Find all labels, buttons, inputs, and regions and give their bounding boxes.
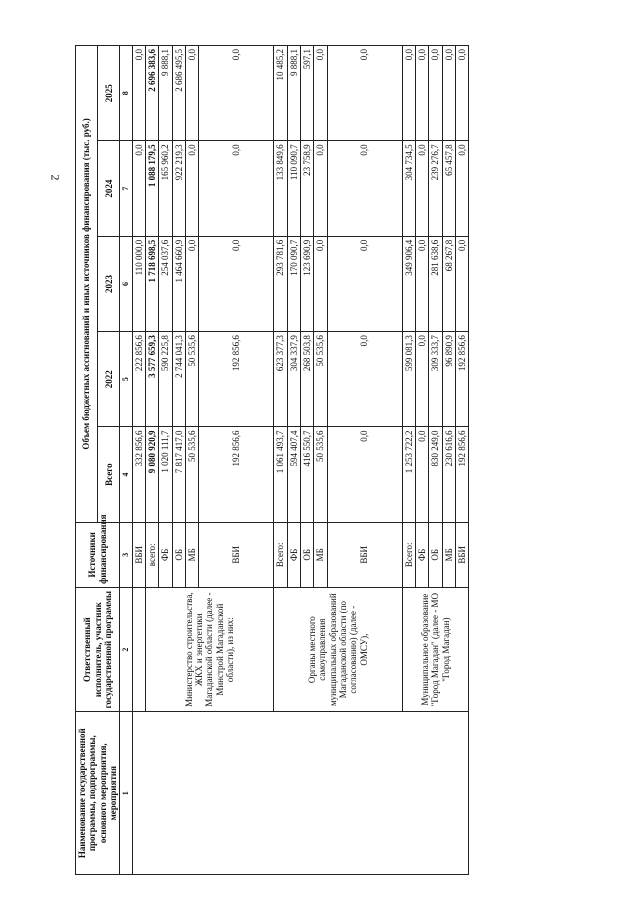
total-cell: 7 817 417,0 [172,427,185,522]
y2024-cell: 922 219,3 [172,141,185,236]
y2022-cell: 192 856,6 [199,332,274,427]
y2023-cell: 123 690,9 [300,236,313,331]
y2025-cell: 0,0 [199,46,274,141]
y2023-cell: 0,0 [456,236,469,331]
y2024-cell: 165 960,2 [159,141,172,236]
total-cell: 1 061 493,7 [274,427,287,522]
total-cell: 332 856,6 [132,427,145,522]
y2022-cell: 0,0 [416,332,429,427]
total-cell: 9 080 920,9 [145,427,158,522]
y2025-cell: 0,0 [314,46,327,141]
y2022-cell: 96 890,9 [442,332,455,427]
source-cell: ОБ [172,522,185,587]
source-cell: ФБ [159,522,172,587]
col-number: 3 [120,522,132,587]
y2024-cell: 0,0 [456,141,469,236]
y2022-cell: 222 856,6 [132,332,145,427]
y2023-cell: 0,0 [314,236,327,331]
header-executor: Ответственный исполнитель, участник государственной программы [76,587,120,712]
y2022-cell: 192 856,6 [456,332,469,427]
y2023-cell: 0,0 [199,236,274,331]
col-number: 6 [120,236,132,331]
header-name: Наименование государственной программы, подпрограммы, основного мероприятия, мероприятия [76,712,120,875]
source-cell: ФБ [287,522,300,587]
source-cell: ВБИ [199,522,274,587]
y2023-cell: 0,0 [416,236,429,331]
executor-cell [132,587,145,712]
y2024-cell: 23 758,9 [300,141,313,236]
y2023-cell: 1 464 660,9 [172,236,185,331]
name-cell [132,712,469,875]
source-cell: МБ [185,522,198,587]
source-cell: Всего: [274,522,287,587]
y2022-cell: 2 744 041,3 [172,332,185,427]
source-cell: ВБИ [132,522,145,587]
source-cell: ВБИ [456,522,469,587]
y2023-cell: 293 781,6 [274,236,287,331]
y2022-cell: 0,0 [327,332,402,427]
total-cell: 1 020 111,7 [159,427,172,522]
y2022-cell: 3 577 659,3 [145,332,158,427]
total-cell: 1 253 722,2 [402,427,415,522]
y2022-cell: 304 337,9 [287,332,300,427]
y2023-cell: 110 000,0 [132,236,145,331]
y2022-cell: 590 225,8 [159,332,172,427]
y2025-cell: 0,0 [402,46,415,141]
y2023-cell: 349 906,4 [402,236,415,331]
y2025-cell: 0,0 [456,46,469,141]
col-number: 8 [120,46,132,141]
rotated-table-container [75,45,625,875]
y2023-cell: 254 037,6 [159,236,172,331]
y2025-cell: 0,0 [185,46,198,141]
source-cell: МБ [442,522,455,587]
executor-cell: Министерство строительства, ЖКХ и энергетики Магаданской области (далее - Минстрой Магаданской области), из них: [145,587,273,712]
source-cell: всего: [145,522,158,587]
y2025-cell: 597,1 [300,46,313,141]
y2024-cell: 0,0 [416,141,429,236]
total-cell: 594 407,4 [287,427,300,522]
y2025-cell: 0,0 [442,46,455,141]
header-total: Всего [98,427,120,522]
y2025-cell: 9 888,1 [159,46,172,141]
y2025-cell: 0,0 [416,46,429,141]
total-cell: 830 249,0 [429,427,442,522]
y2024-cell: 110 090,7 [287,141,300,236]
y2022-cell: 599 081,3 [402,332,415,427]
executor-cell: Органы местного самоуправления муниципальных образований Магаданской области (по согласованию) (далее - ОМСУ), [274,587,402,712]
y2024-cell: 0,0 [132,141,145,236]
source-cell: МБ [314,522,327,587]
total-cell: 50 535,6 [314,427,327,522]
y2024-cell: 0,0 [314,141,327,236]
y2022-cell: 623 377,3 [274,332,287,427]
total-cell: 416 550,7 [300,427,313,522]
y2025-cell: 9 888,1 [287,46,300,141]
y2025-cell: 0,0 [429,46,442,141]
y2025-cell: 10 485,2 [274,46,287,141]
column-numbers-row [120,46,132,875]
y2022-cell: 309 333,7 [429,332,442,427]
y2024-cell: 304 734,5 [402,141,415,236]
total-cell: 192 856,6 [456,427,469,522]
y2024-cell: 133 849,6 [274,141,287,236]
y2022-cell: 268 503,8 [300,332,313,427]
total-cell: 0,0 [327,427,402,522]
source-cell: ОБ [300,522,313,587]
y2025-cell: 2 686 495,5 [172,46,185,141]
header-2024: 2024 [98,141,120,236]
y2023-cell: 281 638,6 [429,236,442,331]
col-number: 4 [120,427,132,522]
col-number: 5 [120,332,132,427]
y2023-cell: 170 090,7 [287,236,300,331]
total-cell: 50 535,6 [185,427,198,522]
header-2022: 2022 [98,332,120,427]
source-cell: ОБ [429,522,442,587]
y2025-cell: 0,0 [132,46,145,141]
header-volume: Объем бюджетных ассигнований и иных источников финансирования (тыс. руб.) [76,46,98,523]
y2024-cell: 0,0 [199,141,274,236]
table-row [132,46,145,875]
col-number: 1 [120,712,132,875]
y2022-cell: 50 535,6 [314,332,327,427]
y2024-cell: 0,0 [327,141,402,236]
total-cell: 192 856,6 [199,427,274,522]
source-cell: Всего: [402,522,415,587]
header-2023: 2023 [98,236,120,331]
y2024-cell: 239 276,7 [429,141,442,236]
total-cell: 230 616,6 [442,427,455,522]
y2024-cell: 65 457,8 [442,141,455,236]
y2024-cell: 1 088 179,5 [145,141,158,236]
executor-cell: Муниципальное образование "Город Магадан" (далее - МО "Город Магадан) [402,587,469,712]
total-cell: 0,0 [416,427,429,522]
y2024-cell: 0,0 [185,141,198,236]
col-number: 2 [120,587,132,712]
source-cell: ФБ [416,522,429,587]
y2025-cell: 2 696 383,6 [145,46,158,141]
y2023-cell: 1 718 698,5 [145,236,158,331]
y2025-cell: 0,0 [327,46,402,141]
source-cell: ВБИ [327,522,402,587]
y2023-cell: 0,0 [327,236,402,331]
y2023-cell: 68 267,8 [442,236,455,331]
header-sources: Источники финансирования [76,522,120,587]
y2022-cell: 50 535,6 [185,332,198,427]
col-number: 7 [120,141,132,236]
page-number: 2 [48,174,63,181]
budget-table [75,45,469,875]
header-2025: 2025 [98,46,120,141]
y2023-cell: 0,0 [185,236,198,331]
